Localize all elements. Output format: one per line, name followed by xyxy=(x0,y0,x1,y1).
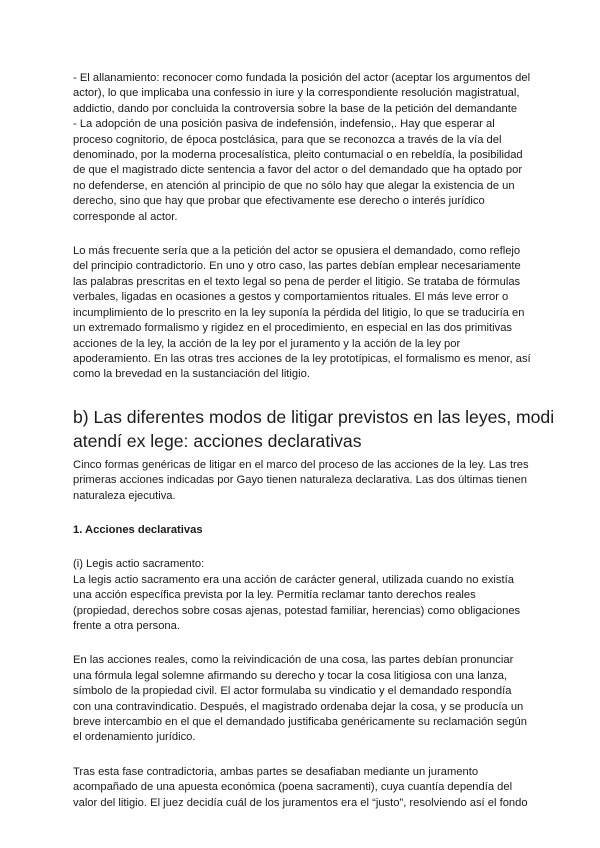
text-line: naturaleza ejecutiva. xyxy=(73,489,176,502)
text-line: - La adopción de una posición pasiva de indefensión, indefensio,. Hay que esperar al xyxy=(73,118,495,131)
paragraph-juramento xyxy=(73,765,532,811)
text-line: un extremado formalismo y rigidez en el procedimiento, en especial en las dos primitivas xyxy=(73,322,513,335)
spacer xyxy=(73,225,532,244)
text-line: Lo más frecuente sería que a la petición del actor se opusiera el demandado, como reflejo xyxy=(73,245,521,258)
text-line: addictio, dando por concluida la controversia sobre la base de la petición del demandante xyxy=(73,102,518,115)
text-line: del principio contradictorio. En uno y otro caso, las partes debían emplear necesariamente xyxy=(73,260,521,273)
text-line: denominado, por la moderna procesalística, pleito contumacial o en rebeldía, la posibilidad xyxy=(73,149,523,162)
text-line: las palabras prescritas en el texto legal so pena de perder el litigio. Se trataba de fórmulas xyxy=(73,275,521,288)
spacer xyxy=(73,538,532,557)
text-line: como la brevedad en la sustanciación del litigio. xyxy=(73,368,310,381)
text-line: de que el magistrado dicte sentencia a favor del actor o del demandado que ha optado por xyxy=(73,164,523,177)
text-line: apoderamiento. En las otras tres acciones de la ley prototípicas, el formalismo es menor, así xyxy=(73,352,531,365)
text-line: actor), lo que implicaba una confessio in iure y la correspondiente resolución magistratual, xyxy=(73,87,520,100)
text-line: símbolo de la propiedad civil. El actor formulaba su vindicatio y el demandado respondía xyxy=(73,685,512,698)
text-line: Cinco formas genéricas de litigar en el marco del proceso de las acciones de la ley. Las tres xyxy=(73,458,529,471)
text-line: primeras acciones indicadas por Gayo tienen naturaleza declarativa. Las dos últimas tienen xyxy=(73,474,527,487)
paragraph-intro xyxy=(73,458,532,504)
subsection-heading: 1. Acciones declarativas xyxy=(73,523,203,536)
text-line: incumplimiento de lo prescrito en la ley suponía la pérdida del litigio, lo que se traduciría en xyxy=(73,306,525,319)
heading-line: atendí ex lege: acciones declarativas xyxy=(73,430,362,451)
spacer xyxy=(73,746,532,765)
paragraph-allanamiento xyxy=(73,71,532,225)
text-line: proceso cognitorio, de época postclásica, para que se reconozca a través de la vía del xyxy=(73,133,502,146)
text-line: breve intercambio en el que el demandado justificaba genéricamente su reclamación según xyxy=(73,716,527,728)
text-line: verbales, ligadas en ocasiones a gestos y comportamientos rituales. El más leve error o xyxy=(73,291,509,304)
text-line: - El allanamiento: reconocer como fundada la posición del actor (aceptar los argumentos del xyxy=(73,72,531,84)
text-line: Tras esta fase contradictoria, ambas partes se desafiaban mediante un juramento xyxy=(73,765,479,778)
paragraph-contradictorio xyxy=(73,244,532,383)
spacer xyxy=(73,504,532,523)
text-line: una fórmula legal solemne afirmando su derecho y tocar la cosa litigiosa con una lanza, xyxy=(73,669,508,682)
spacer xyxy=(73,383,532,405)
text-line: una acción específica prevista por la ley. Permitía reclamar tanto derechos reales xyxy=(73,589,476,602)
paragraph-sacramento xyxy=(73,557,532,634)
text-line: (i) Legis actio sacramento: xyxy=(73,558,205,571)
text-line: el ordenamiento jurídico. xyxy=(73,731,196,744)
text-line: La legis actio sacramento era una acción de carácter general, utilizada cuando no existía xyxy=(73,573,514,586)
text-line: no defenderse, en atención al principio de que no sólo hay que alegar la existencia de un xyxy=(73,179,515,192)
text-line: acompañado de una apuesta económica (poena sacramenti), cuya cuantía dependía del xyxy=(73,781,513,794)
paragraph-acciones-reales xyxy=(73,653,532,745)
text-line: con una contravindicatio. Después, el magistrado ordenaba dejar la cosa, y se producía un xyxy=(73,700,524,713)
section-heading xyxy=(73,405,555,453)
text-line: valor del litigio. El juez decidía cuál de los juramentos era el “justo”, resolviendo así el fondo xyxy=(73,796,528,809)
text-line: corresponde al actor. xyxy=(73,210,178,223)
text-line: En las acciones reales, como la reivindicación de una cosa, las partes debían pronunciar xyxy=(73,654,514,667)
text-line: frente a otra persona. xyxy=(73,619,180,632)
text-line: acciones de la ley, la acción de la ley por el juramento y la acción de la ley por xyxy=(73,337,461,350)
heading-line: b) Las diferentes modos de litigar previstos en las leyes, modi xyxy=(73,406,555,427)
text-line: derecho, sino que hay que probar que efectivamente ese derecho o interés jurídico xyxy=(73,195,485,208)
text-line: (propiedad, derechos sobre cosas ajenas, potestad familiar, herencias) como obligaciones xyxy=(73,604,521,617)
spacer xyxy=(73,634,532,653)
